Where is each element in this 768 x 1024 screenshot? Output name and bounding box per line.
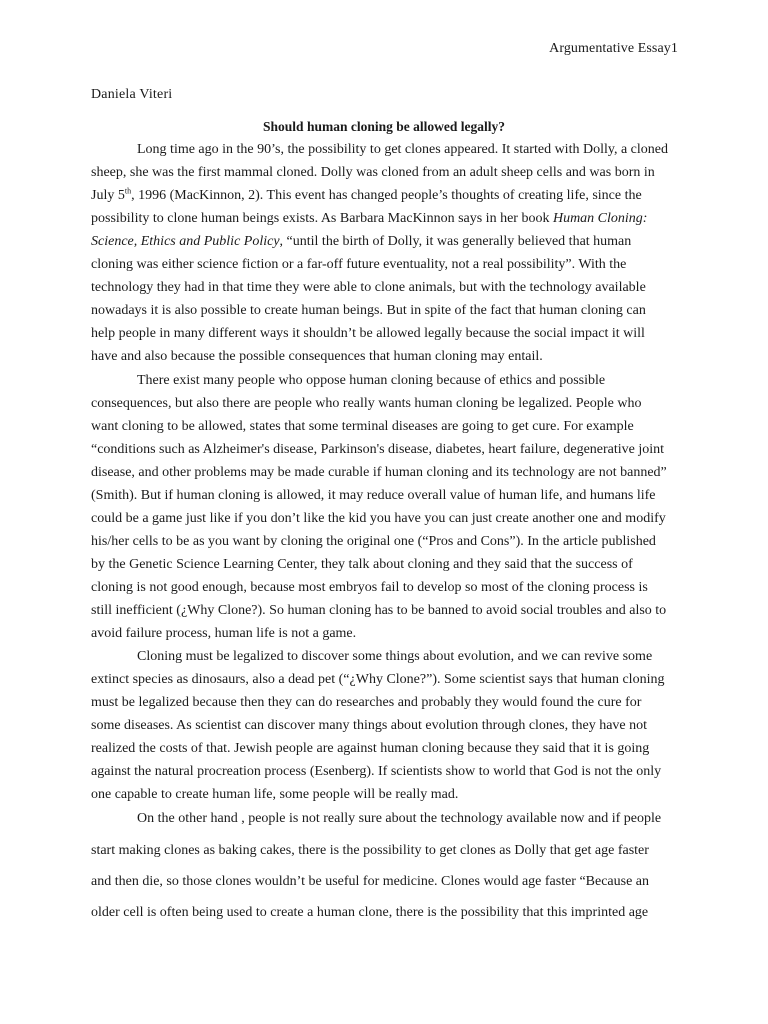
text-line: and then die, so those clones wouldn’t be useful for medicine. Clones would age faster “Because an [91, 874, 650, 889]
essay-title: Should human cloning be allowed legally? [263, 119, 505, 134]
text-line: cloning was either science fiction or a far-off future eventuality, not a real possibility”. With the [91, 257, 627, 272]
book-title: Human Cloning: [552, 211, 648, 226]
text-line: disease, and other problems may be made curable if human cloning and its technology are not banned” [91, 465, 667, 480]
text-line: still inefficient (¿Why Clone?). So human cloning has to be banned to avoid social troubles and also to [91, 603, 667, 618]
text-line: have and also because the possible consequences that human cloning may entail. [91, 349, 543, 364]
text-line: On the other hand , people is not really sure about the technology available now and if people [137, 811, 662, 826]
text-line: his/her cells to be as you want by cloning the original one (“Pros and Cons”). In the article published [91, 534, 656, 549]
running-head: Argumentative Essay1 [549, 41, 678, 56]
text-line: realized the costs of that. Jewish people are against human cloning because they said that it is going [91, 741, 650, 756]
text-line: help people in many different ways it shouldn’t be allowed legally because the social impact it will [91, 326, 645, 341]
text-line: could be a game just like if you don’t like the kid you have you can just create another one and modify [91, 511, 666, 526]
text-line: must be legalized because then they can do researches and probably they would found the cure for [91, 695, 642, 710]
text-line: cloning is not good enough, because most embryos fail to develop so most of the cloning process is [91, 580, 648, 595]
text-line: possibility to clone human beings exists. As Barbara MacKinnon says in her book Human Cloning: [91, 211, 648, 226]
text-line: “conditions such as Alzheimer's disease, Parkinson's disease, diabetes, heart failure, degenerative joint [91, 442, 665, 457]
text-line: There exist many people who oppose human cloning because of ethics and possible [137, 373, 606, 388]
text-line: some diseases. As scientist can discover many things about evolution through clones, they have not [91, 718, 648, 733]
text-line: against the natural procreation process (Esenberg). If scientists show to world that God is not the only [91, 764, 662, 779]
text-line: one capable to create human life, some people will be really mad. [91, 787, 459, 802]
book-title: Science, Ethics and Public Policy [91, 234, 280, 249]
text-line: avoid failure process, human life is not a game. [91, 626, 357, 641]
text-line: (Smith). But if human cloning is allowed, it may reduce overall value of human life, and humans life [91, 488, 656, 503]
text-line: Science, Ethics and Public Policy, “until the birth of Dolly, it was generally believed that human [91, 234, 632, 249]
text-line: sheep, she was the first mammal cloned. Dolly was cloned from an adult sheep cells and was born in [91, 165, 655, 180]
superscript: th [124, 186, 132, 196]
text-line: Cloning must be legalized to discover some things about evolution, and we can revive some [137, 649, 653, 664]
text-line: consequences, but also there are people who really wants human cloning be legalized. People who [91, 396, 642, 411]
text-line: want cloning to be allowed, states that some terminal diseases are going to get cure. For example [91, 419, 634, 434]
text-line: July 5th, 1996 (MacKinnon, 2). This event has changed people’s thoughts of creating life, since the [91, 186, 642, 203]
text-line: start making clones as baking cakes, there is the possibility to get clones as Dolly that get age faster [91, 843, 649, 858]
text-line: older cell is often being used to create a human clone, there is the possibility that this imprinted age [91, 905, 649, 920]
text-line: nowadays it is also possible to create human beings. But in spite of the fact that human cloning can [91, 303, 646, 318]
text-line: by the Genetic Science Learning Center, they talk about cloning and they said that the success of [91, 557, 633, 572]
text-line: technology they had in that time they were able to clone animals, but with the technology available [91, 280, 646, 295]
author-name: Daniela Viteri [91, 87, 173, 102]
text-line: Long time ago in the 90’s, the possibility to get clones appeared. It started with Dolly, a cloned [137, 142, 668, 157]
text-line: extinct species as dinosaurs, also a dead pet (“¿Why Clone?”). Some scientist says that human cloning [91, 672, 665, 687]
